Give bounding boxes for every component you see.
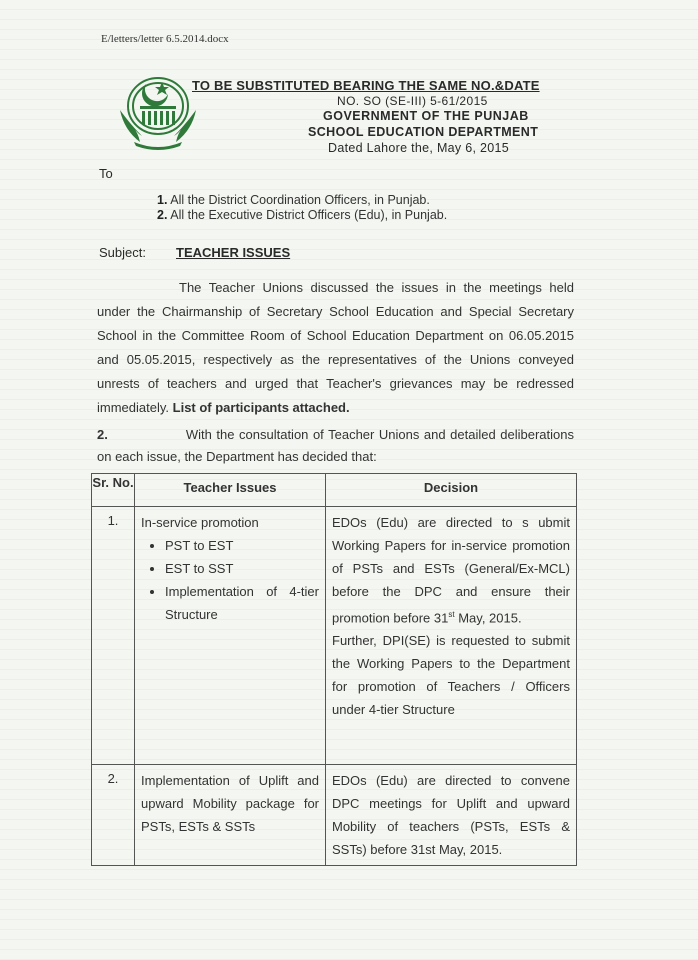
department-name: SCHOOL EDUCATION DEPARTMENT bbox=[308, 125, 539, 139]
paragraph-2-number: 2. bbox=[97, 427, 108, 442]
row-1-issue-title: In-service promotion bbox=[141, 515, 259, 530]
row-2-issue: Implementation of Uplift and upward Mobility package for PSTs, ESTs & SSTs bbox=[135, 765, 326, 866]
subject-title: TEACHER ISSUES bbox=[176, 245, 291, 260]
participants-note: List of participants attached. bbox=[172, 400, 350, 415]
row-1-decision bbox=[326, 507, 577, 765]
header-decision: Decision bbox=[326, 474, 577, 507]
letter-date: Dated Lahore the, May 6, 2015 bbox=[328, 141, 510, 155]
decisions-table bbox=[91, 473, 577, 866]
table-row bbox=[92, 507, 577, 765]
row-1-decision-part-2: Further, DPI(SE) is requested to submit the Working Papers to the Department for promotion of Teachers / Officers under 4-tier Structure bbox=[332, 633, 570, 718]
substitute-note: TO BE SUBSTITUTED BEARING THE SAME NO.&DATE bbox=[192, 78, 540, 93]
government-name: GOVERNMENT OF THE PUNJAB bbox=[323, 109, 529, 123]
letter-number: NO. SO (SE-III) 5-61/2015 bbox=[337, 94, 488, 108]
header-sr-no: Sr. No. bbox=[92, 474, 135, 507]
list-item: • Implementation of 4-tier Structure bbox=[165, 580, 319, 626]
row-1-issue bbox=[135, 507, 326, 765]
punjab-government-seal-icon bbox=[116, 70, 200, 150]
row-2-decision: EDOs (Edu) are directed to convene DPC meetings for Uplift and upward Mobility of teachers (PSTs, ESTs & SSTs) before 31st May, 2015. bbox=[326, 765, 577, 866]
subject-label: Subject: bbox=[99, 245, 146, 260]
paragraph-1: The Teacher Unions discussed the issues in the meetings held under the Chairmanship of Secretary School Education and Special Secretary School in the Committee Room of School Education Department on 06.05.2015 and 05.05.2015, respectively as the representatives of the Unions conveyed unrests of teachers and urged that Teacher's grievances may be redressed immediately. List of participants attached. bbox=[97, 280, 574, 415]
row-1-sr: 1. bbox=[92, 507, 135, 765]
list-item: • PST to EST bbox=[165, 534, 319, 557]
addressee-2: 2. All the Executive District Officers (Edu), in Punjab. bbox=[157, 208, 448, 222]
row-1-decision-part-1: EDOs (Edu) are directed to s ubmit Working Papers for in-service promotion of PSTs and ESTs (General/Ex-MCL) before the DPC and ensure their promotion before 31st May, 2015. bbox=[332, 515, 570, 626]
list-item: • EST to SST bbox=[165, 557, 319, 580]
table-row bbox=[92, 765, 577, 866]
row-1-bullets bbox=[141, 534, 319, 626]
header-teacher-issues: Teacher Issues bbox=[135, 474, 326, 507]
to-label: To bbox=[99, 166, 113, 181]
row-2-sr: 2. bbox=[92, 765, 135, 866]
table-header-row bbox=[92, 474, 577, 507]
addressee-1: 1. All the District Coordination Officers, in Punjab. bbox=[157, 193, 430, 207]
paragraph-2: 2. With the consultation of Teacher Unions and detailed deliberations on each issue, the Department has decided that: bbox=[97, 427, 574, 464]
file-path: E/letters/letter 6.5.2014.docx bbox=[101, 33, 229, 45]
